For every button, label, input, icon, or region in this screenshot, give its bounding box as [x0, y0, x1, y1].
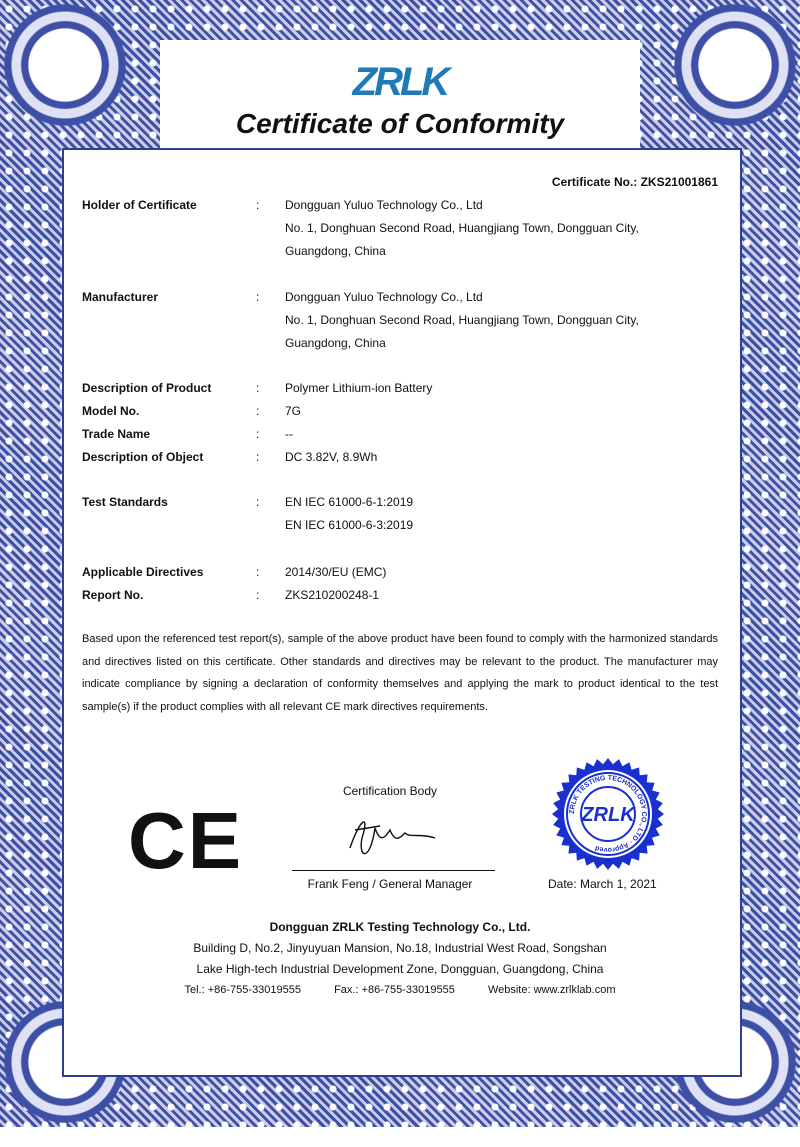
field-label: Applicable Directives	[82, 565, 204, 579]
certificate-body	[62, 148, 742, 1077]
issuer-website[interactable]: Website: www.zrlklab.com	[487, 984, 616, 996]
field-value: No. 1, Donghuan Second Road, Huangjiang Town, Dongguan City,	[285, 221, 639, 235]
signatory: Frank Feng / General Manager	[307, 877, 473, 891]
svg-text:ZRLK TESTING TECHNOLOGY CO., L: ZRLK TESTING TECHNOLOGY CO., LTD · Approved	[568, 774, 648, 854]
field-colon: :	[256, 588, 260, 602]
signature-line	[292, 870, 495, 871]
certificate-number: Certificate No.: ZKS21001861	[551, 175, 718, 189]
field-label: Test Standards	[82, 495, 168, 509]
issue-date: Date: March 1, 2021	[548, 877, 657, 891]
field-label: Manufacturer	[82, 290, 159, 304]
ce-mark: CE	[128, 796, 244, 885]
svg-text:ZRLK: ZRLK	[581, 804, 635, 826]
issuer-address-1: Building D, No.2, Jinyuyuan Mansion, No.18, Industrial West Road, Songshan	[193, 941, 607, 955]
page-title: Certificate of Conformity	[235, 108, 565, 139]
issuer-tel: Tel.: +86-755-33019555	[184, 984, 302, 996]
issuer-address-2: Lake High-tech Industrial Development Zone, Dongguan, Guangdong, China	[196, 962, 604, 976]
field-label: Model No.	[82, 404, 140, 418]
field-colon: :	[256, 565, 260, 579]
compliance-statement: Based upon the referenced test report(s), sample of the above product have been found to comply with the harmonized standards and directives listed on this certificate. Other standards and directives may be relevant to the product. The manufacturer may indicate compliance by signing a declaration of conformity themselves and applying the mark to product identical to the test sample(s) if the product complies with all relevant CE mark directives requirements.	[82, 633, 718, 713]
field-label: Holder of Certificate	[82, 198, 197, 212]
field-label: Report No.	[82, 588, 144, 602]
field-colon: :	[256, 427, 260, 441]
field-value: Guangdong, China	[285, 244, 386, 258]
field-value: 2014/30/EU (EMC)	[285, 565, 387, 579]
field-label: Trade Name	[82, 427, 151, 441]
field-value: --	[285, 427, 293, 441]
field-label: Description of Object	[82, 450, 204, 464]
field-value: Dongguan Yuluo Technology Co., Ltd	[285, 290, 483, 304]
field-colon: :	[256, 381, 260, 395]
field-value: EN IEC 61000-6-1:2019	[285, 495, 414, 509]
issuer-company: Dongguan ZRLK Testing Technology Co., Ltd.	[269, 920, 531, 934]
company-seal	[552, 758, 664, 870]
issuer-fax: Fax.: +86-755-33019555	[334, 984, 455, 996]
certification-body-label: Certification Body	[342, 784, 438, 798]
field-value: Guangdong, China	[285, 336, 386, 350]
field-value: No. 1, Donghuan Second Road, Huangjiang Town, Dongguan City,	[285, 313, 639, 327]
field-colon: :	[256, 290, 260, 304]
field-value: 7G	[285, 404, 302, 418]
field-value: DC 3.82V, 8.9Wh	[285, 450, 378, 464]
field-label: Description of Product	[82, 381, 212, 395]
field-colon: :	[256, 450, 260, 464]
field-value: Dongguan Yuluo Technology Co., Ltd	[285, 198, 483, 212]
field-colon: :	[256, 495, 260, 509]
field-value: ZKS210200248-1	[285, 588, 380, 602]
zrlk-logo: ZRLK	[352, 59, 448, 104]
field-colon: :	[256, 198, 260, 212]
field-colon: :	[256, 404, 260, 418]
field-value: Polymer Lithium-ion Battery	[285, 381, 433, 395]
signature	[340, 808, 440, 868]
field-value: EN IEC 61000-6-3:2019	[285, 518, 414, 532]
